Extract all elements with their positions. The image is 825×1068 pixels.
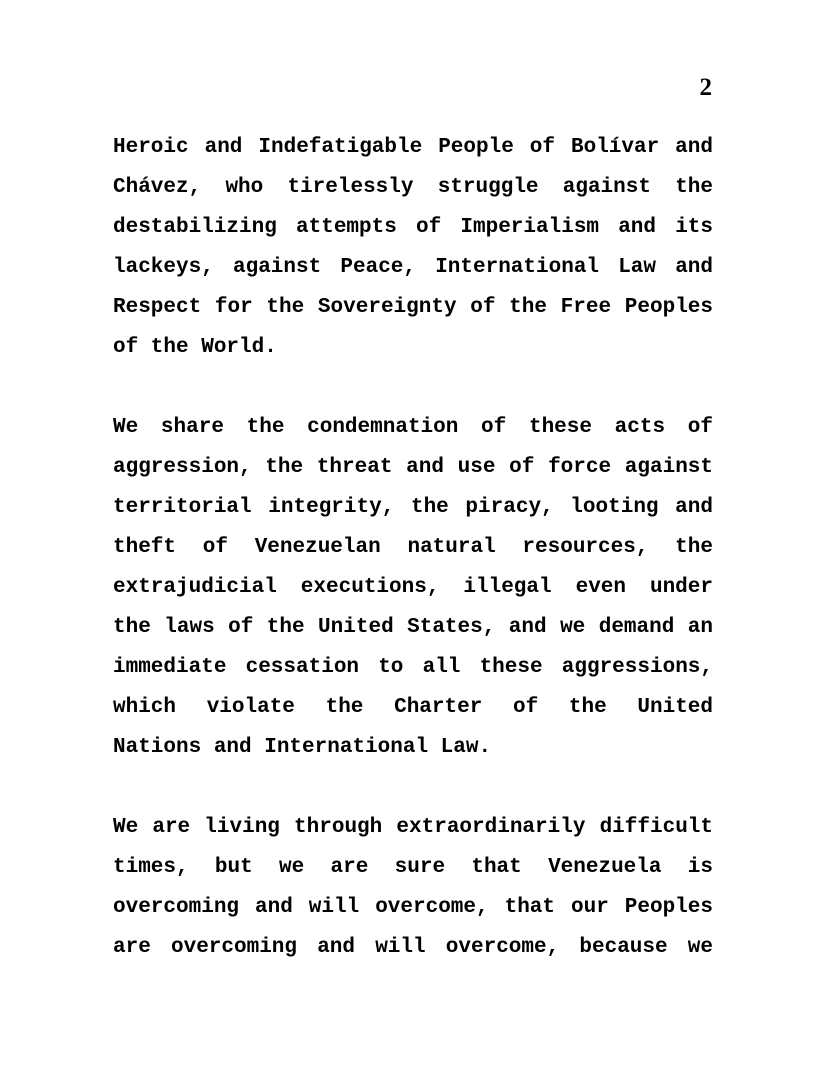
text-line: territorial integrity, the piracy, looting and: [113, 496, 713, 519]
paragraph: [113, 808, 713, 968]
text-line: lackeys, against Peace, International Law and: [113, 256, 713, 279]
text-line: of the World.: [113, 336, 277, 359]
text-line: Chávez, who tirelessly struggle against the: [113, 176, 713, 199]
text-line: destabilizing attempts of Imperialism and its: [113, 216, 713, 239]
text-line: are overcoming and will overcome, because we: [113, 936, 713, 959]
text-line: extrajudicial executions, illegal even under: [113, 576, 713, 599]
text-line: Nations and International Law.: [113, 736, 492, 759]
paragraph: [113, 128, 713, 368]
text-line: aggression, the threat and use of force against: [113, 456, 713, 479]
text-line: Heroic and Indefatigable People of Bolívar and: [113, 136, 713, 159]
text-line: theft of Venezuelan natural resources, the: [113, 536, 713, 559]
text-line: immediate cessation to all these aggressions,: [113, 656, 713, 679]
text-line: times, but we are sure that Venezuela is: [113, 856, 713, 879]
page-number: 2: [699, 74, 712, 101]
text-line: overcoming and will overcome, that our Peoples: [113, 896, 713, 919]
text-line: the laws of the United States, and we demand an: [113, 616, 713, 639]
text-line: We are living through extraordinarily difficult: [113, 816, 713, 839]
text-line: We share the condemnation of these acts of: [113, 416, 713, 439]
document-body: [113, 128, 713, 1008]
paragraph: [113, 408, 713, 768]
text-line: which violate the Charter of the United: [113, 696, 713, 719]
text-line: Respect for the Sovereignty of the Free Peoples: [113, 296, 713, 319]
